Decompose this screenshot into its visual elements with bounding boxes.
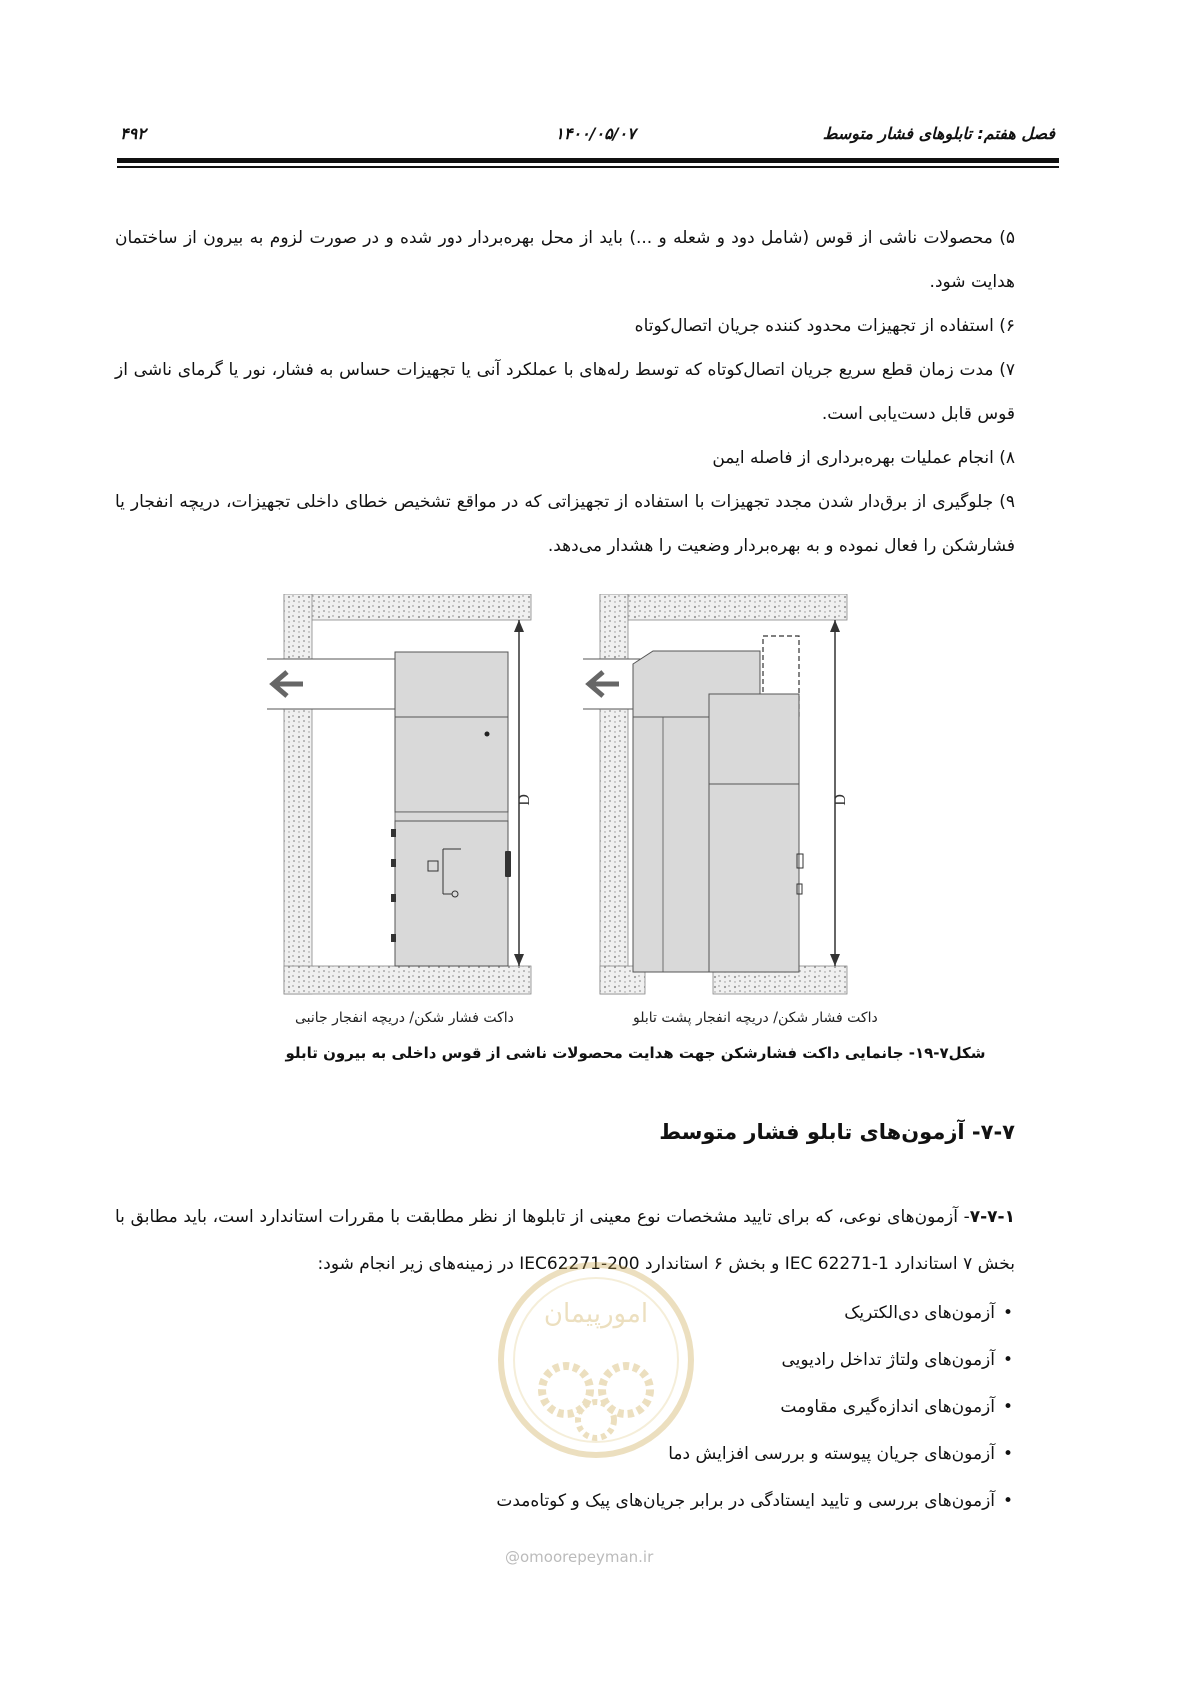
dimension-d-right [830, 620, 849, 966]
figure-caption-left: داکت فشار شکن/ دریچه انفجار جانبی [295, 1010, 514, 1026]
figure-caption-right: داکت فشار شکن/ دریچه انفجار پشت تابلو [633, 1010, 878, 1026]
watermark-url: @omoorepeyman.ir [505, 1548, 654, 1566]
list-item: • آزمون‌های اندازه‌گیری مقاومت [496, 1384, 1015, 1431]
diagram-side-flap [267, 594, 533, 994]
list-item: • آزمون‌های ولتاژ تداخل رادیویی [496, 1337, 1015, 1384]
subsection-text: - آزمون‌های نوعی، که برای تایید مشخصات نوع معینی از تابلوها از نظر مطابقت با مقررات استاندارد است، باید مطابق با بخش ۷ استاندارد IEC 62271-1 و بخش ۶ استاندارد IEC62271-200 در زمینه‌های زیر انجام شود: [115, 1207, 1015, 1274]
list-item: ۷) مدت زمان قطع سریع جریان اتصال‌کوتاه که توسط رله‌های با عملکرد آنی یا تجهیزات حساس به فشار، نور یا گرمای ناشی از قوس قابل دست‌یابی است. [115, 360, 1015, 424]
list-item: ۶) استفاده از تجهیزات محدود کننده جریان اتصال‌کوتاه [634, 316, 1015, 336]
list-item: • آزمون‌های بررسی و تایید ایستادگی در برابر جریان‌های پیک و کوتاه‌مدت [496, 1478, 1015, 1525]
dimension-label: D [832, 794, 849, 806]
list-item: ۸) انجام عملیات بهره‌برداری از فاصله ایمن [712, 448, 1015, 468]
list-item: ۵) محصولات ناشی از قوس (شامل دود و شعله و ...) باید از محل بهره‌بردار دور شده و در صورت لزوم به بیرون از ساختمان هدایت شود. [115, 228, 1015, 292]
pressure-relief-duct-figure [267, 594, 907, 1004]
watermark-logo [486, 1250, 706, 1490]
section-heading: ۷-۷- آزمون‌های تابلو فشار متوسط [659, 1120, 1015, 1144]
header-date: ۱۴۰۰/۰۵/۰۷ [555, 124, 636, 143]
page-number: ۴۹۲ [120, 124, 146, 143]
list-item: • آزمون‌های جریان پیوسته و بررسی افزایش دما [496, 1431, 1015, 1478]
header-rule-thick [117, 158, 1059, 163]
watermark-logo-text: امورپیمان [543, 1299, 649, 1329]
dimension-d-left [514, 620, 533, 966]
chapter-title: فصل هفتم: تابلوهای فشار متوسط [822, 124, 1055, 143]
dimension-label: D [516, 794, 533, 806]
figure-title: شکل۷-۱۹- جانمایی داکت فشارشکن جهت هدایت محصولات ناشی از قوس داخلی به بیرون تابلو [285, 1044, 986, 1062]
intro-list [115, 216, 1015, 568]
diagram-rear-flap [583, 594, 849, 994]
list-item: ۹) جلوگیری از برق‌دار شدن مجدد تجهیزات با استفاده از تجهیزاتی که در مواقع تشخیص خطای داخلی تجهیزات، دریچه انفجار یا فشارشکن را فعال نموده و به بهره‌بردار وضعیت را هشدار می‌دهد. [115, 492, 1015, 556]
list-item: • آزمون‌های دی‌الکتریک [496, 1290, 1015, 1337]
header-rule-thin [117, 166, 1059, 168]
subsection-number: ۷-۷-۱ [969, 1207, 1015, 1227]
